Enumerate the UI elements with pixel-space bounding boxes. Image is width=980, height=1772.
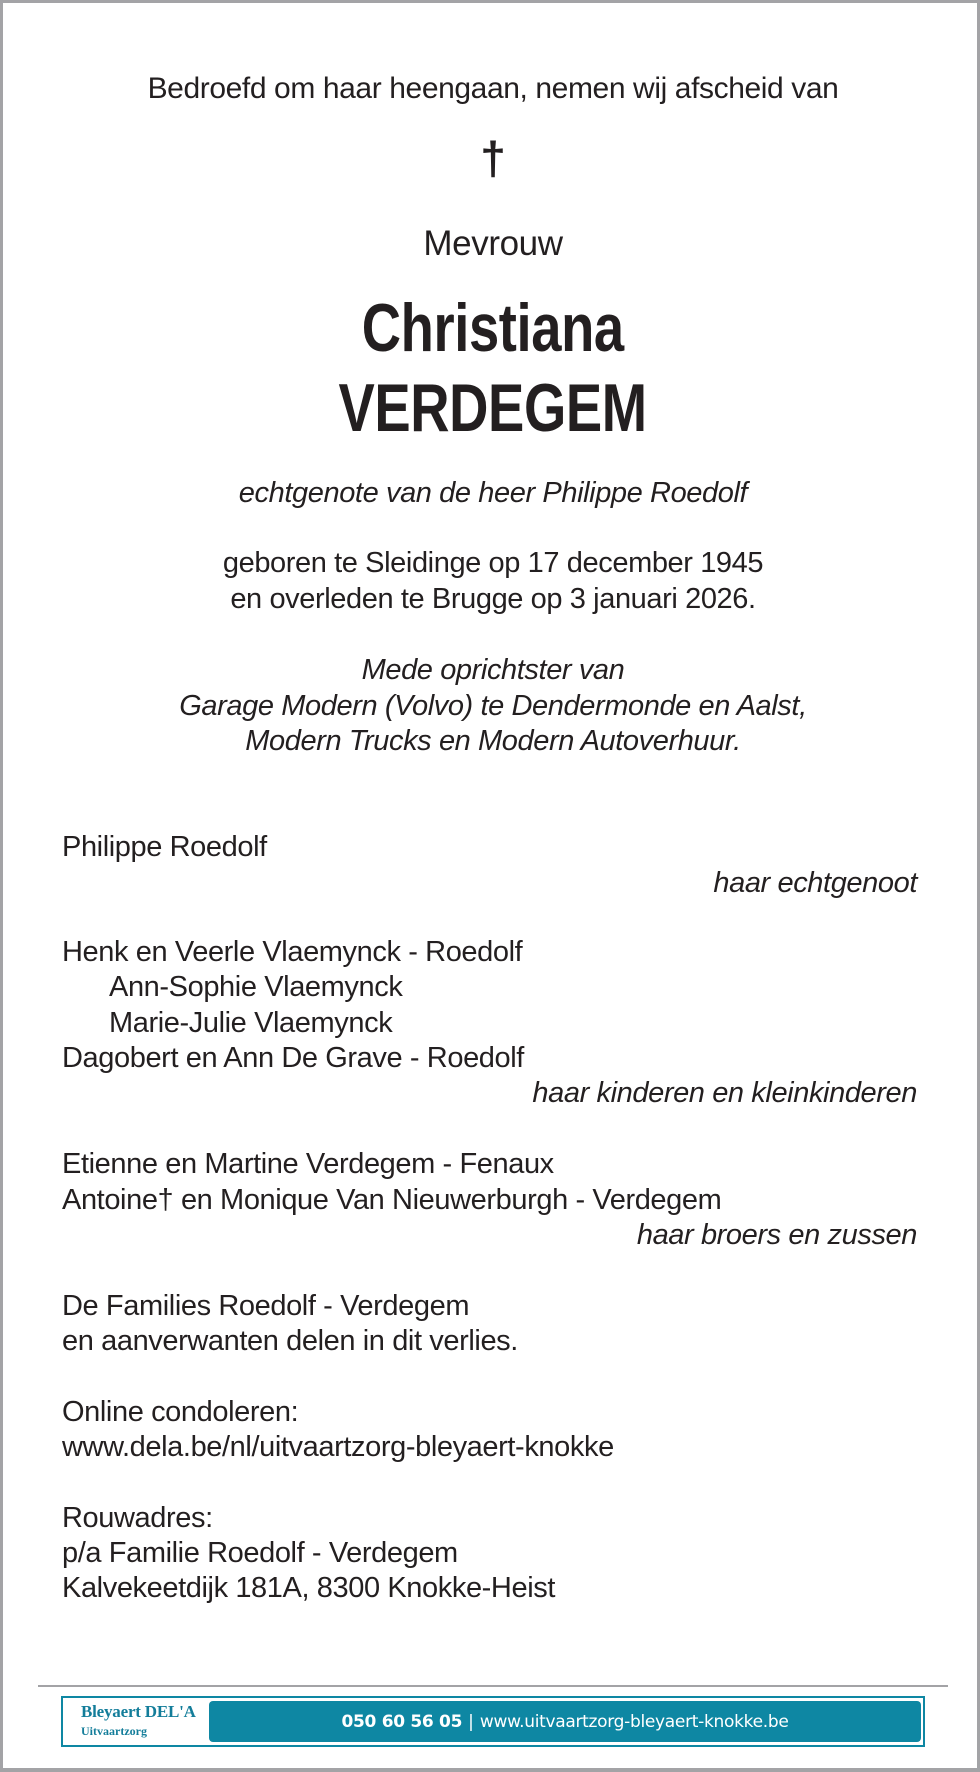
contact-separator: | [468, 1711, 474, 1732]
funeral-home-logo-subtitle: Uitvaartzorg [81, 1724, 147, 1738]
phone-number[interactable]: 050 60 56 05 [341, 1711, 463, 1732]
condolences-label: Online condoleren: [62, 1396, 299, 1428]
first-name-text: Christiana [361, 290, 625, 366]
deceased-last-name [3, 370, 980, 446]
footer-divider [38, 1685, 948, 1687]
condolences-link[interactable]: www.dela.be/nl/uitvaartzorg-bleyaert-knokke [62, 1431, 614, 1463]
contact-bar [209, 1701, 921, 1742]
funeral-home-banner [61, 1696, 925, 1747]
family-grandchild-1: Ann-Sophie Vlaemynck [109, 971, 403, 1003]
family-children-relation: haar kinderen en kleinkinderen [532, 1077, 917, 1109]
address-line-2: Kalvekeetdijk 181A, 8300 Knokke-Heist [62, 1572, 555, 1604]
family-sibling-2: Antoine† en Monique Van Nieuwerburgh - Verdegem [62, 1184, 722, 1216]
deceased-first-name [3, 290, 980, 366]
funeral-home-logo: Bleyaert DEL'A [81, 1702, 196, 1721]
salutation: Mevrouw [423, 224, 563, 263]
spouse-line: echtgenote van de heer Philippe Roedolf [238, 477, 748, 509]
intro-text: Bedroefd om haar heengaan, nemen wij afscheid van [147, 72, 839, 105]
address-label: Rouwadres: [62, 1502, 213, 1534]
founder-line-3: Modern Trucks en Modern Autoverhuur. [245, 725, 741, 757]
family-sibling-1: Etienne en Martine Verdegem - Fenaux [62, 1148, 554, 1180]
birth-line: geboren te Sleidinge op 17 december 1945 [222, 547, 764, 579]
family-child-1: Henk en Veerle Vlaemynck - Roedolf [62, 936, 523, 968]
family-closing-2: en aanverwanten delen in dit verlies. [62, 1325, 518, 1357]
family-grandchild-2: Marie-Julie Vlaemynck [109, 1007, 393, 1039]
family-siblings-relation: haar broers en zussen [636, 1219, 917, 1251]
family-child-2: Dagobert en Ann De Grave - Roedolf [62, 1042, 524, 1074]
family-closing-1: De Families Roedolf - Verdegem [62, 1290, 470, 1322]
address-line-1: p/a Familie Roedolf - Verdegem [62, 1537, 458, 1569]
cross-icon: † [480, 132, 506, 184]
last-name-text: VERDEGEM [338, 370, 648, 446]
website-link[interactable]: www.uitvaartzorg-bleyaert-knokke.be [479, 1711, 789, 1732]
founder-line-1: Mede oprichtster van [361, 654, 625, 686]
family-spouse-name: Philippe Roedolf [62, 831, 267, 863]
family-spouse-relation: haar echtgenoot [713, 867, 917, 899]
founder-line-2: Garage Modern (Volvo) te Dendermonde en Aalst, [179, 690, 807, 722]
death-line: en overleden te Brugge op 3 januari 2026. [230, 583, 756, 615]
